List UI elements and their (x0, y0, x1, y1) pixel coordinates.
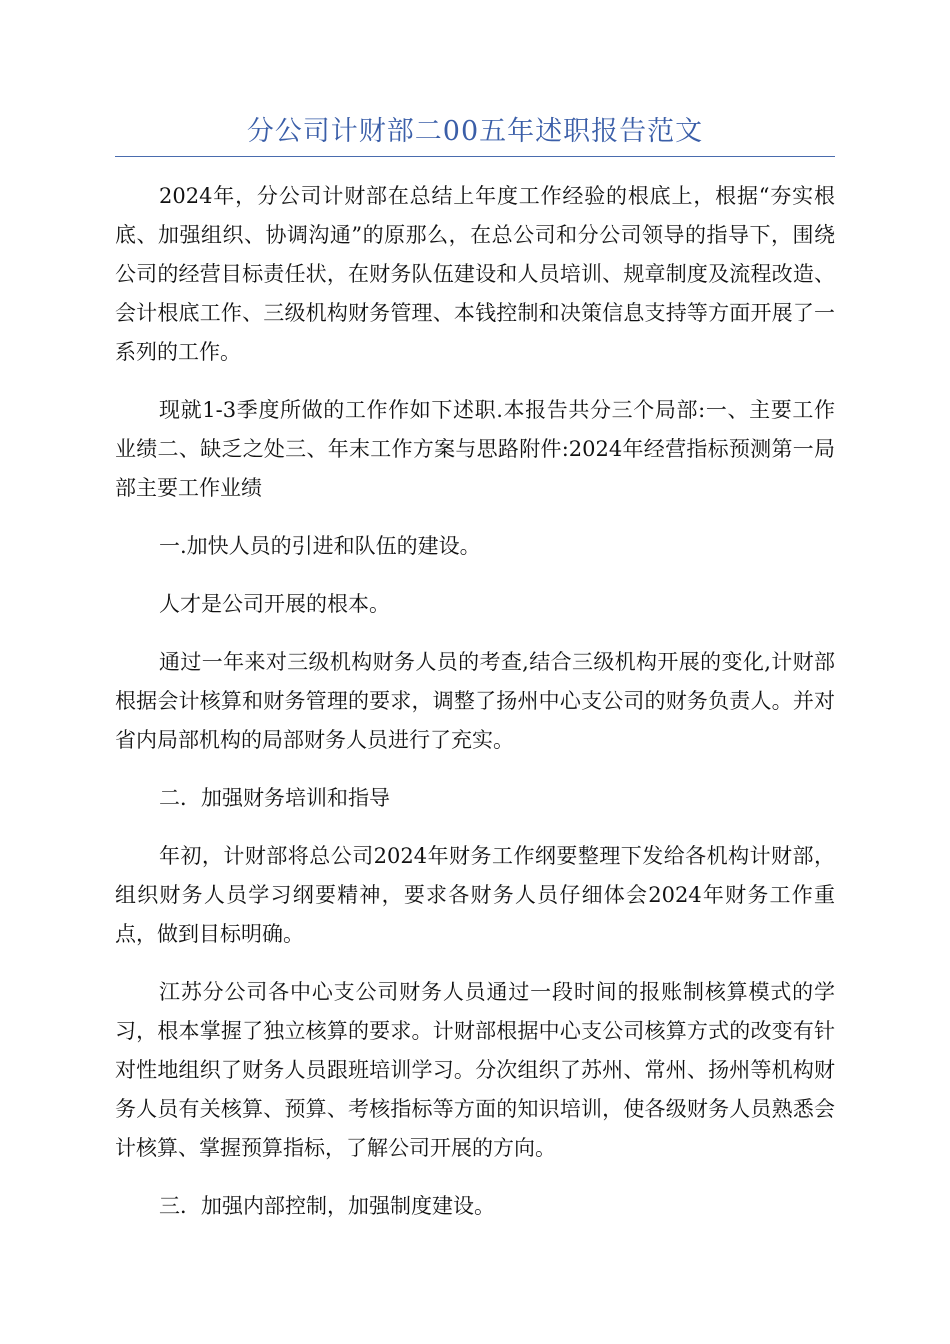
paragraph-training-outline: 年初，计财部将总公司2024年财务工作纲要整理下发给各机构计财部，组织财务人员学习纲要精神，要求各财务人员仔细体会2024年财务工作重点，做到目标明确。 (115, 844, 835, 946)
paragraph-talent: 人才是公司开展的根本。 (159, 592, 390, 616)
paragraph-intro: 2024年，分公司计财部在总结上年度工作经验的根底上，根据“夯实根底、加强组织、协调沟通”的原那么，在总公司和分公司领导的指导下，围绕公司的经营目标责任状，在财务队伍建设和人员培训、规章制度及流程改造、会计根底工作、三级机构财务管理、本钱控制和决策信息支持等方面开展了一系列的工作。 (115, 184, 835, 364)
document-title: 分公司计财部二00五年述职报告范文 (246, 116, 704, 147)
paragraph-training-detail: 江苏分公司各中心支公司财务人员通过一段时间的报账制核算模式的学习，根本掌握了独立核算的要求。计财部根据中心支公司核算方式的改变有针对性地组织了财务人员跟班培训学习。分次组织了苏州、常州、扬州等机构财务人员有关核算、预算、考核指标等方面的知识培训，使各级财务人员熟悉会计核算、掌握预算指标，了解公司开展的方向。 (115, 980, 835, 1160)
document-page (115, 110, 835, 1245)
title-underline (115, 156, 835, 157)
paragraph-outline: 现就1-3季度所做的工作作如下述职.本报告共分三个局部:一、主要工作业绩二、缺乏之处三、年末工作方案与思路附件:2024年经营指标预测第一局部主要工作业绩 (115, 398, 835, 500)
section-heading-3: 三．加强内部控制，加强制度建设。 (159, 1194, 495, 1218)
paragraph-staffing: 通过一年来对三级机构财务人员的考查,结合三级机构开展的变化,计财部根据会计核算和财务管理的要求，调整了扬州中心支公司的财务负责人。并对省内局部机构的局部财务人员进行了充实。 (115, 650, 835, 752)
section-heading-1: 一.加快人员的引进和队伍的建设。 (159, 534, 481, 558)
section-heading-2: 二．加强财务培训和指导 (159, 786, 390, 810)
